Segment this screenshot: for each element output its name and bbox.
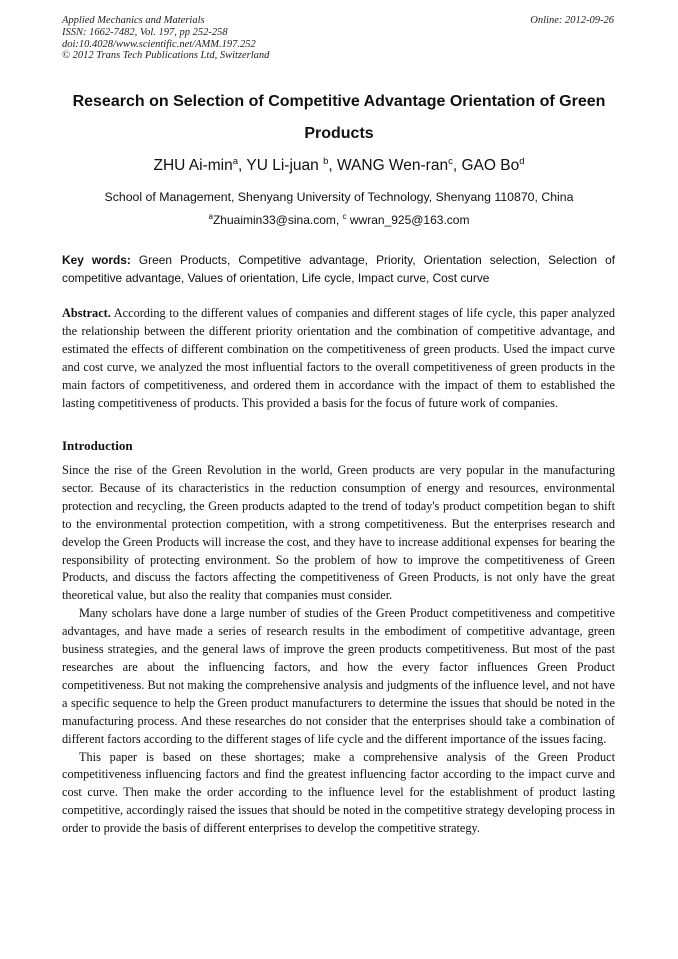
- author-name: GAO Bo: [461, 157, 520, 174]
- abstract-label: Abstract.: [62, 306, 111, 320]
- author-affiliation-mark: d: [519, 155, 525, 167]
- paper-title-line-2: Products: [304, 125, 374, 142]
- journal-header: [62, 15, 614, 62]
- author-affiliation-mark: a: [232, 155, 239, 167]
- section-heading-introduction: Introduction: [62, 438, 133, 453]
- paragraph: Since the rise of the Green Revolution in the world, Green products are very popular in the manufacturing sector. Because of its characteristics in the reduction consumption of energy and resources, environmental protection and recycling, the Green products adapted to the trend of today's product competition began to shift to the environmental protection competition, with a strong competitiveness. But the enterprises research and develop the Green Products will increase the cost, and they have to increase additional expenses for bearing the responsibility of protecting environment. So the problem of how to improve the competitiveness of Green Products, and discuss the factors affecting the competitiveness of Green Products, is not only have the great theoretical value, but also the reality that companies must consider.: [62, 463, 615, 603]
- journal-issn: ISSN: 1662-7482, Vol. 197, pp 252-258: [62, 26, 228, 38]
- author-name: YU Li-juan: [246, 157, 324, 174]
- email-mark: c: [342, 212, 347, 221]
- author-affiliation-mark: b: [323, 155, 329, 167]
- journal-name: Applied Mechanics and Materials: [62, 15, 205, 26]
- introduction-body: [62, 462, 615, 838]
- keywords-label: Key words:: [62, 253, 131, 267]
- abstract-text: According to the different values of companies and different stages of life cycle, this paper analyzed the relationship between the different priority orientation and the combination of competitive advantage, and estimated the effects of different combination on the competitiveness of green products. Used the impact curve and cost curve, we analyzed the most influential factors to the overall competitiveness of green products in the main factors of competitiveness, and ordered them in accordance with the impact of them to established the lasting competitiveness of products. This provided a basis for the focus of future work of companies.: [62, 306, 615, 410]
- author-affiliation-mark: c: [448, 155, 453, 167]
- keywords-text: Green Products, Competitive advantage, Priority, Orientation selection, Selection of competitive advantage, Values of orientation, Life cycle, Impact curve, Cost curve: [62, 253, 615, 285]
- author-emails: [40, 213, 638, 227]
- journal-doi: doi:10.4028/www.scientific.net/AMM.197.252: [62, 38, 256, 50]
- paragraph: This paper is based on these shortages; make a comprehensive analysis of the Green Product competitiveness influencing factors and find the greatest influencing factor according to the impact curve and cost curve. Then make the order according to the influence level for the establishment of product lasting competitive, accordingly raised the issues that should be noted in the competitive strategy developing process in order to provide the basis of different enterprises to develop the competitive strategy.: [62, 749, 615, 836]
- abstract: [62, 305, 615, 412]
- journal-copyright: © 2012 Trans Tech Publications Ltd, Switzerland: [62, 50, 270, 62]
- email-link[interactable]: Zhuaimin33@sina.com,: [212, 213, 343, 227]
- keywords: [62, 252, 615, 287]
- author-separator: ,: [328, 157, 337, 174]
- author-affiliation: School of Management, Shenyang University of Technology, Shenyang 110870, China: [104, 190, 574, 204]
- paper-title-line-1: Research on Selection of Competitive Advantage Orientation of Green: [72, 93, 606, 110]
- online-date: Online: 2012-09-26: [530, 15, 614, 26]
- email-mark: a: [208, 212, 213, 221]
- author-separator: ,: [452, 157, 462, 174]
- author-name: ZHU Ai-min: [153, 157, 233, 174]
- author-separator: ,: [238, 157, 247, 174]
- paragraph: Many scholars have done a large number of studies of the Green Product competitiveness and competitive advantages, and have made a series of research results in the embodiment of competitive advantage, green business strategies, and the general laws of improve the green products competitiveness. But most of the past researches are about the influencing factors, and how the every factor influences Green Product competitiveness. But not making the comprehensive analysis and judgments of the influence level, and not have a specific sequence to help the Green product manufacturers to determine the issues that should be noted in the manufacturing process. And these researches do not consider that the enterprises should take a combination of different factors according to the different stages of life cycle and the different importance of the issues facing.: [62, 606, 615, 746]
- email-link[interactable]: wwran_925@163.com: [346, 213, 470, 227]
- author-list: [40, 157, 638, 175]
- author-name: WANG Wen-ran: [336, 157, 449, 174]
